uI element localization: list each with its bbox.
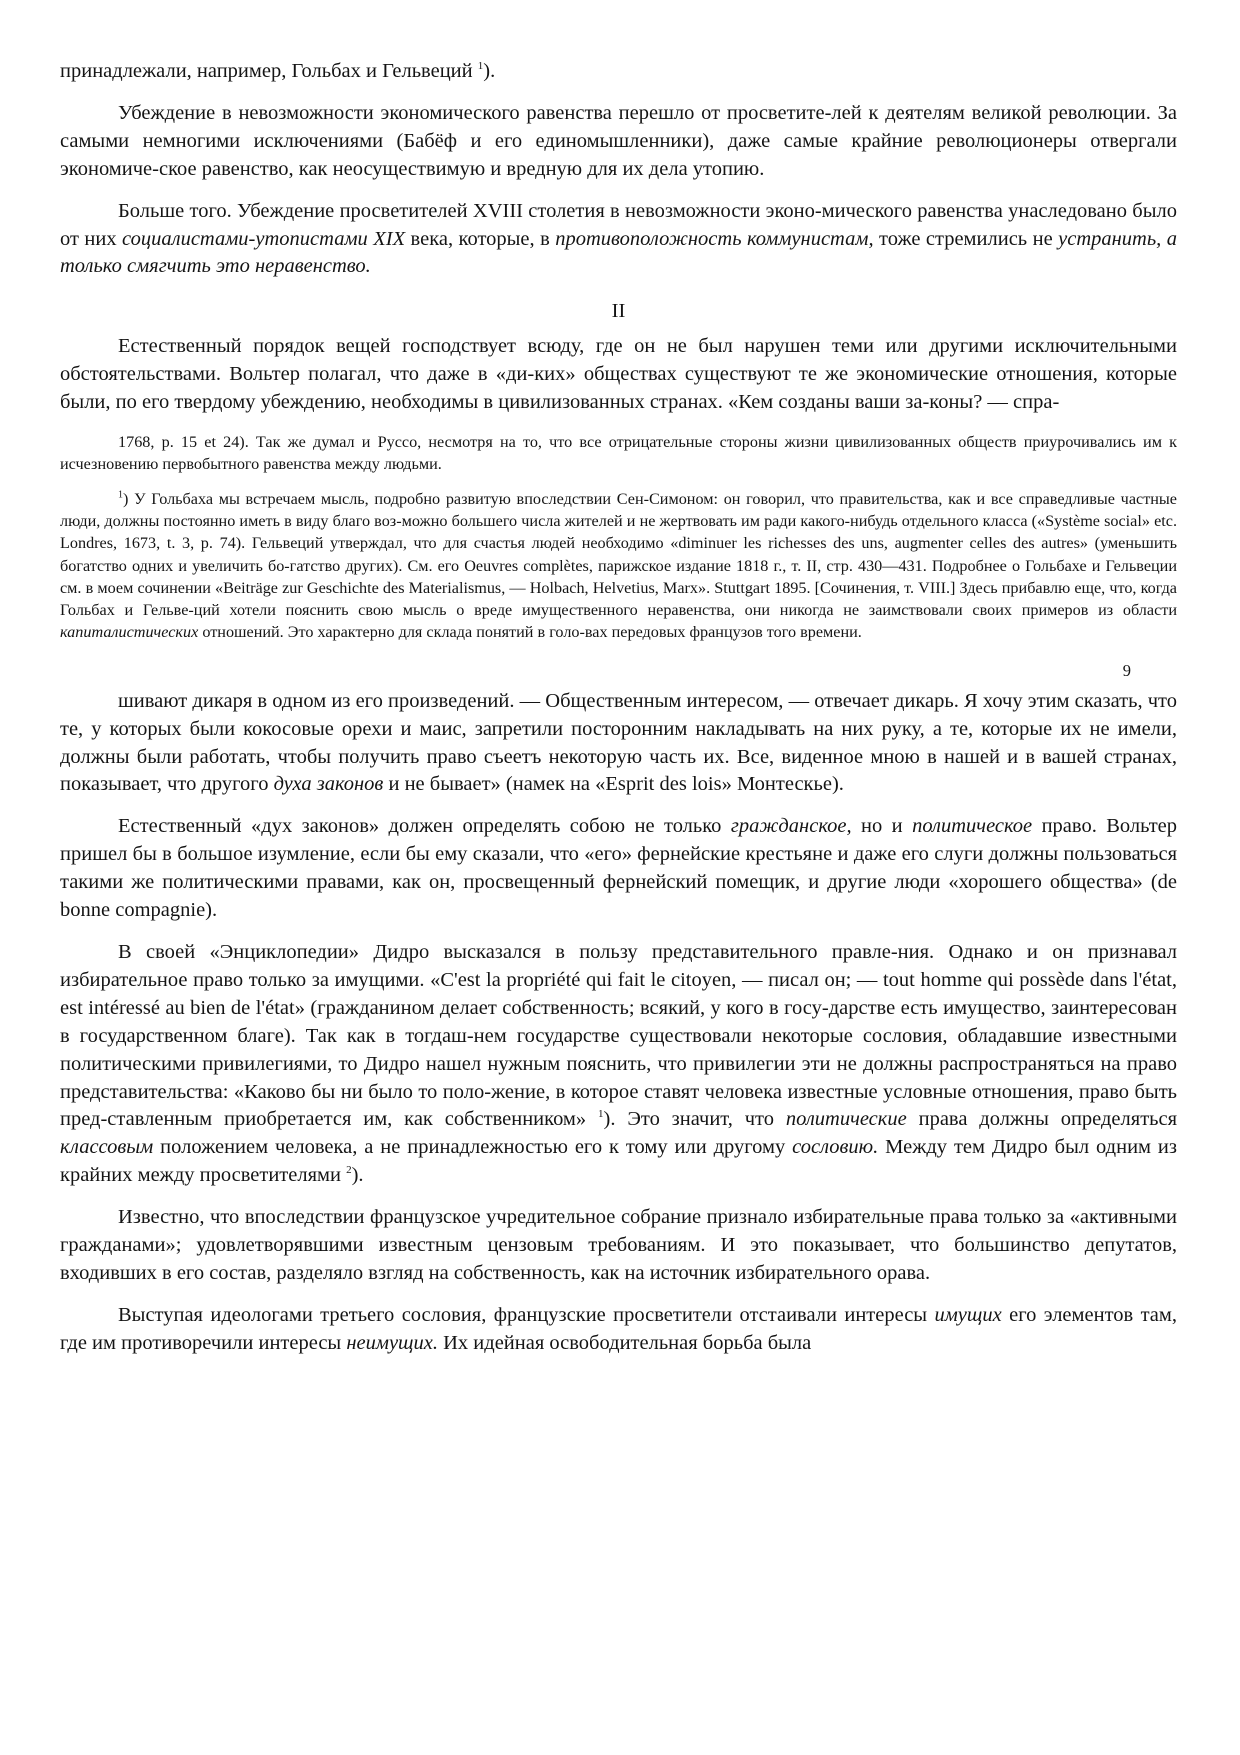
paragraph-2-part3: тоже стремились не [873,227,1059,250]
paragraph-5-part3: право. Вольтер пришел бы в большое изумление, если бы ему сказали, что «его» фернейские крестьяне и даже его слуги должны пользоваться такими же политическими правами, как он, просвещенный фернейский помещик, и другие люди «хорошего общества» (de bonne compagnie). [60,815,1177,922]
paragraph-3: Естественный порядок вещей господствует всюду, где он не был нарушен теми или другими исключительными обстоятельствами. Вольтер полагал, что даже в «ди-ких» обществах существуют те же экономические отношения, которые были, по его твердому убеждению, необходимы в цивилизованных странах. «Кем созданы ваши за-коны? — спра- [60,335,1177,414]
paragraph-4-part1: шивают дикаря в одном из его произведений. — Общественным интересом, — отвечает дикарь. Я хочу этим сказать, что те, у которых были кокосовые орехи и маис, запретили посторонним накладывать на них руку, а те, которые их не имели, должны были работать, чтобы получить право съеетъ некоторую часть их. Все, виденное мною в нашей и в вашей странах, показывает, что другого [60,689,1177,796]
paragraph-2-part1: Больше того. Убеждение просветителей XVIII столетия в невозможности эконо-мического равенства унаследовано было от них [60,199,1177,250]
paragraph-1: Убеждение в невозможности экономического равенства перешло от просветите-лей к деятелям великой революции. За самыми немногими исключениями (Бабёф и его единомышленники), даже самые крайние революционеры отвергали экономиче-ское равенство, как неосуществимую и вредную для их дела утопию. [60,101,1177,180]
paragraph-6-em2: классовым [60,1136,154,1159]
paragraph-5-part1: Естественный «дух законов» должен определять собою не только [118,815,731,838]
footnote-1-marker: 1 [118,489,123,501]
paragraph-6 [60,939,1177,1190]
paragraph-2-em3: устранить, а только смягчить это неравенство. [60,227,1178,278]
paragraph-5-em2: политическое [912,815,1033,838]
paragraph-6-part1: В своей «Энциклопедии» Дидро высказался в пользу представительного правле-ния. Однако и он признавал избирательное право только за имущими. «C'est la propriété qui fait le citoyen, — писал он; — tout homme qui possède dans l'état, est intéressé au bien de l'état» (гражданином делает собственность; всякий, у кого в госу-дарстве есть имущество, заинтересован в государственном благе). Так как в тогдаш-нем государстве существовали некоторые сословия, обладавшие известными политическими привилегиями, то Дидро нашел нужным пояснить, что привилегии эти не должны распространяться на право представительства: «Каково бы ни было то поло-жение, в которое ставят человека известные условные отношения, право быть пред-ставленным приобретается им, как собственником» [60,940,1177,1131]
document-page [60,58,1177,1358]
paragraph-2 [60,198,1177,282]
footnote-1-lead: ) У Гольбаха мы встречаем мысль, подробно развитую впоследствии Сен-Симоном: он говорил, что правительства, как и все справедливые частные люди, должны постоянно иметь в виду благо воз-можно большего числа жителей и не жертвовать им ради какого-нибудь отдельного класса («Système social» etc. Londres, 1673, t. 3, p. 74). Гельвеций утверждал, что для счастья людей необходимо «diminuer les richesses des uns, augmenter celles des autres» (уменьшить богатство одних и увеличить бо-гатство других). См. его Oeuvres complètes, парижское издание 1818 г., т. II, стр. 430—431. Подробнее о Гольбахе и Гельвеции см. в моем сочинении «Beiträge zur Geschichte des Materialismus, — Holbach, Helvetius, Marx». Stuttgart 1895. [Сочинения, т. VIII.] Здесь прибавлю еще, что, когда Гольбах и Гельве-ций хотели пояснить свою мысль о вреде имущественного неравенства, они никогда не заимствовали своих примеров из области [60,489,1177,620]
page-number: 9 [1122,660,1131,680]
paragraph-2-em1: социалистами-утопистами XIX [122,227,406,250]
paragraph-5-part2: но и [851,815,913,838]
top-paragraph-tail: ). [483,60,496,82]
footnote-continued: 1768, p. 15 et 24). Так же думал и Руссо, несмотря на то, что все отрицательные стороны жизни цивилизованных обществ приурочивались им к исчезновению первобытного равенства между людьми. [60,433,1177,474]
paragraph-6-em1: политические [785,1108,907,1131]
paragraph-7: Известно, что впоследствии французское учредительное собрание признало избирательные права только за «активными гражданами»; удовлетворявшими известным цензовым требованиям. И это показывает, что большинство депутатов, входивших в его состав, разделяло взгляд на собственность, как на источник избирательного орава. [60,1206,1177,1284]
footnote-ref-1: 1 [477,60,484,73]
paragraph-8 [60,1302,1177,1358]
paragraph-6-em3: сословию. [792,1136,879,1159]
paragraph-4-part2: и не бывает» (намек на «Esprit des lois» Монтескье). [383,773,844,796]
paragraph-2-part2: века, которые, в [405,227,556,250]
footnote-ref-diderot-2: 2 [346,1164,352,1177]
top-paragraph-text: принадлежали, например, Гольбах и Гельвеций [60,60,473,82]
footnotes [60,431,1177,644]
section-number: II [611,300,626,323]
paragraph-2-em2: противоположность коммунистам, [555,227,874,250]
paragraph-8-part1: Выступая идеологами третьего сословия, французские просветители отстаивали интересы [118,1303,935,1326]
footnote-1 [60,488,1177,644]
paragraph-6-part2: ). Это значит, что [603,1108,786,1131]
paragraph-6-tail: ). [351,1164,364,1187]
footnote-1-tail: отношений. Это характерно для склада понятий в голо-вах передовых французов того времени. [198,623,862,642]
footnote-ref-diderot-1: 1 [598,1108,604,1121]
paragraph-4-em: духа законов [273,773,384,796]
paragraph-4 [60,688,1177,800]
paragraph-8-em2: неимущих. [346,1331,438,1354]
paragraph-6-part3: права должны определяться [906,1108,1178,1131]
paragraph-8-part2: его элементов там, где им противоречили интересы [60,1303,1177,1354]
paragraph-6-part5: Между тем Дидро был одним из крайних между просветителями [60,1136,1177,1187]
paragraph-5 [60,813,1177,925]
paragraph-8-part3: Их идейная освободительная борьба была [438,1331,812,1354]
paragraph-5-em1: гражданское, [730,815,852,838]
top-paragraph [60,58,1177,86]
footnote-1-em: капиталистических [60,623,199,642]
paragraph-6-part4: положением человека, а не принадлежностью его к тому или другому [153,1136,793,1159]
paragraph-8-em1: имущих [934,1303,1002,1326]
